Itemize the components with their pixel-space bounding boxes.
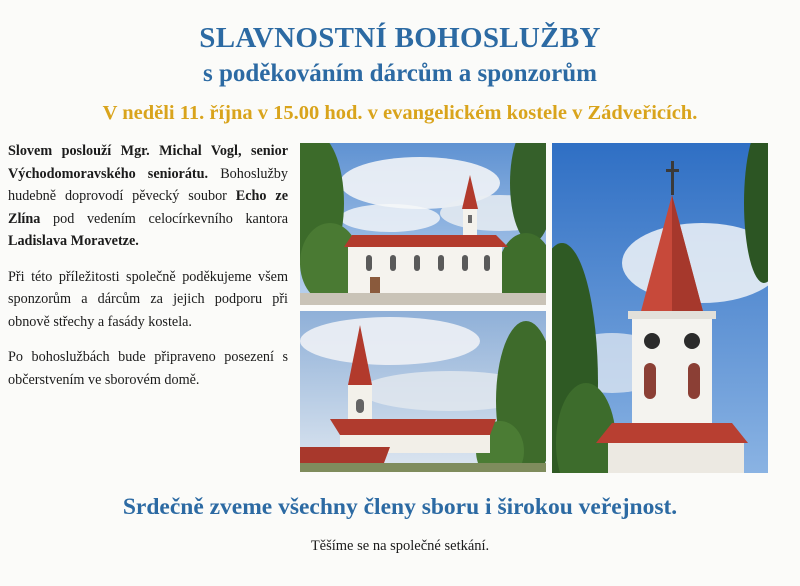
cantor-name: Ladislava Moravetze. (8, 233, 139, 249)
event-description (8, 140, 288, 391)
event-dateline: V neděli 11. října v 15.00 hod. v evangelickém kostele v Zádveřicích. (102, 102, 698, 124)
music-text: Bohoslužby hudebně doprovodí pěvecký soubor (8, 165, 288, 204)
choir-name: Echo ze Zlína (8, 188, 288, 227)
closing-text: Těšíme se na společné setkání. (310, 538, 490, 554)
officiant-text: Slovem poslouží Mgr. Michal Vogl, senior Východomoravského seniorátu. (8, 143, 288, 182)
paragraph-refreshments: Po bohoslužbách bude připraveno posezení s občerstvením ve sborovém domě. (8, 349, 288, 388)
paragraph-thanks: Při této příležitosti společně poděkujeme všem sponzorům a dárcům za jejich podporu při obnově střechy a fasády kostela. (8, 268, 288, 330)
cantor-intro: pod vedením celocírkevního kantora (40, 210, 288, 227)
church-photo-side (300, 143, 546, 305)
page-subtitle: s poděkováním dárcům a sponzorům (202, 60, 598, 87)
page-title: SLAVNOSTNÍ BOHOSLUŽBY (199, 22, 601, 54)
church-photo-front (300, 311, 546, 472)
invitation-text: Srdečně zveme všechny členy sboru i širokou veřejnost. (122, 494, 678, 520)
paragraph-officiant (8, 140, 288, 253)
church-tower-photo (552, 143, 768, 473)
